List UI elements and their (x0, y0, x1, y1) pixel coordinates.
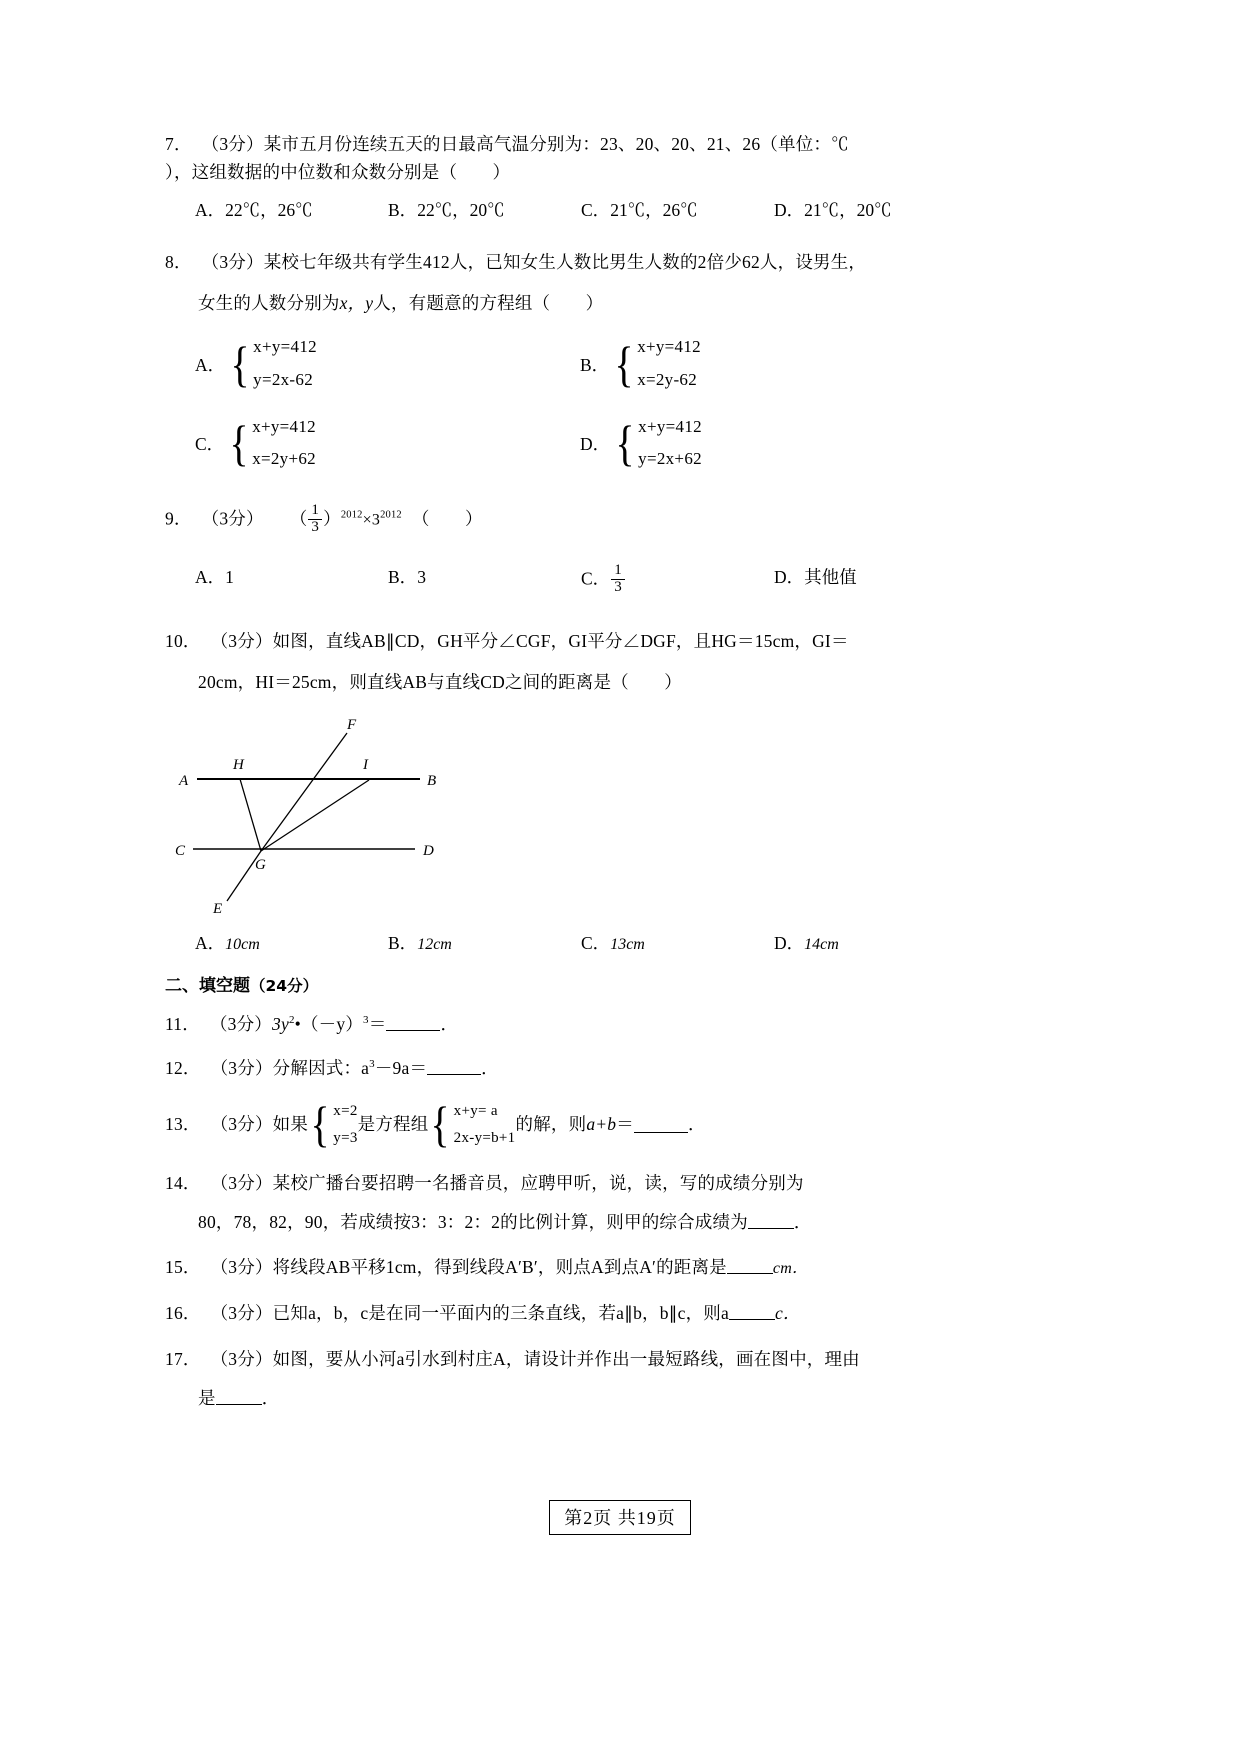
question-8-points: （3分） (201, 251, 264, 272)
page-number: 第2页 共19页 (549, 1500, 691, 1535)
question-13-equals: ＝ (616, 1114, 634, 1135)
question-14-line1 (165, 1169, 965, 1197)
geometry-diagram-svg (165, 711, 625, 926)
times-three: ×3 (362, 511, 381, 529)
question-15-points: （3分） (210, 1257, 273, 1278)
question-12 (165, 1054, 965, 1082)
question-9-options (165, 564, 965, 597)
question-7 (165, 130, 965, 222)
expr-open-paren: （ (289, 508, 308, 529)
fraction-numerator: 1 (614, 562, 622, 579)
question-13-number: 13． (165, 1114, 201, 1135)
label-a: A (179, 772, 189, 789)
question-10 (165, 627, 965, 955)
question-9-points: （3分） (201, 508, 264, 529)
option-c[interactable] (581, 197, 774, 222)
question-7-points: （3分） (201, 134, 264, 154)
option-a-text: 22℃，26℃ (225, 199, 313, 220)
question-17-line1 (165, 1345, 965, 1373)
question-12-number: 12． (165, 1057, 201, 1078)
expr-close-paren: ） (323, 508, 341, 529)
option-d-label: D． (774, 932, 805, 953)
question-13-variable: a+b (586, 1114, 617, 1135)
option-d-text: 其他值 (804, 567, 857, 588)
option-c[interactable] (581, 930, 774, 955)
question-16-text-a: 已知a，b，c是在同一平面内的三条直线，若a∥b，b∥c，则a (272, 1303, 729, 1324)
exponent-1: 2012 (340, 509, 363, 521)
option-a-text: 1 (225, 567, 234, 588)
label-b: B (427, 772, 437, 789)
question-15-number: 15． (165, 1257, 201, 1278)
question-13 (165, 1098, 965, 1151)
question-17 (165, 1345, 965, 1413)
question-14 (165, 1169, 965, 1237)
option-c-eq1: x+y=412 (252, 416, 316, 436)
question-8-text-line2a: 女生的人数分别为 (198, 293, 340, 314)
option-d-eq1: x+y=412 (638, 416, 702, 436)
question-13-post: 的解，则 (515, 1114, 587, 1135)
page-content (165, 130, 965, 1416)
question-7-options (165, 197, 965, 222)
question-14-text-line2: 80，78，82，90，若成绩按3：3：2：2的比例计算，则甲的综合成绩为 (198, 1212, 748, 1233)
option-c-text: 21℃，26℃ (610, 199, 698, 220)
option-a[interactable] (195, 930, 388, 955)
option-c[interactable] (195, 411, 580, 476)
option-d[interactable] (580, 411, 965, 476)
question-8-text-line2b: 人，有题意的方程组（ ） (373, 293, 604, 314)
fraction-denominator: 3 (308, 519, 322, 536)
option-d-label: D． (774, 199, 805, 220)
question-16 (165, 1299, 965, 1327)
option-a[interactable] (195, 564, 388, 597)
option-b-label: B． (580, 354, 610, 375)
question-12-period: ． (481, 1057, 499, 1078)
question-12-points: （3分） (210, 1057, 273, 1078)
geometry-figure (165, 711, 965, 926)
option-d-label: D． (580, 433, 611, 454)
question-12-sup-a: 3 (369, 1058, 375, 1071)
section-fill-in-blank-header (165, 971, 965, 996)
option-b-label: B． (388, 199, 418, 220)
question-13-points: （3分） (210, 1114, 273, 1135)
question-15-text-b: cm． (772, 1260, 809, 1278)
option-d-text: 21℃，20℃ (804, 199, 892, 220)
label-h: H (233, 756, 244, 773)
question-14-line2 (165, 1208, 965, 1236)
question-7-text-line2: ），这组数据的中位数和众数分别是（ ） (165, 162, 511, 183)
question-8 (165, 248, 965, 476)
equation-system-c (227, 411, 316, 476)
question-14-points: （3分） (210, 1172, 273, 1193)
question-7-line1 (165, 130, 965, 158)
option-b[interactable] (388, 930, 581, 955)
question-7-text-line1: 某市五月份连续五天的日最高气温分别为：23、20、20、21、26（单位：℃ (263, 134, 849, 154)
question-12-expr-b: －9a＝ (374, 1057, 428, 1078)
section-points: （24分） (250, 976, 319, 995)
option-c-eq2: x=2y+62 (252, 449, 316, 469)
equation-system-d (613, 411, 702, 476)
question-11-expr-b: •（－y） (294, 1013, 364, 1034)
question-8-line1 (165, 248, 965, 276)
segment-hg (240, 779, 261, 851)
section-title: 二、填空题 (165, 975, 250, 996)
label-i: I (363, 756, 368, 773)
ray-gf (261, 733, 347, 851)
question-16-points: （3分） (210, 1303, 273, 1324)
question-11-number: 11． (165, 1013, 200, 1034)
question-17-text-line2a: 是 (198, 1388, 216, 1409)
option-c-text: 13cm (610, 935, 645, 953)
left-brace-icon: { (614, 335, 634, 392)
question-11-points: （3分） (209, 1013, 273, 1034)
segment-gi (261, 780, 369, 851)
option-b-text: 3 (417, 567, 426, 588)
equation-system-a (228, 331, 317, 396)
option-b[interactable] (388, 197, 581, 222)
question-11 (165, 1010, 965, 1038)
question-13-period: ． (687, 1114, 706, 1135)
fraction-one-third (308, 503, 322, 536)
question-14-period: ． (793, 1212, 812, 1233)
question-15 (165, 1253, 965, 1282)
answer-blank[interactable] (427, 1059, 481, 1075)
option-c-label: C． (195, 433, 225, 454)
option-b[interactable] (580, 331, 965, 396)
option-c-label: C． (581, 932, 611, 953)
option-d-eq2: y=2x+62 (638, 449, 702, 469)
option-b-label: B． (388, 932, 418, 953)
answer-blank[interactable] (729, 1304, 775, 1320)
question-9-number: 9． (165, 508, 192, 529)
question-8-text-line1: 某校七年级共有学生412人，已知女生人数比男生人数的2倍少62人，设男生， (263, 251, 867, 272)
question-8-options-row1 (165, 331, 965, 396)
left-brace-icon: { (310, 1096, 330, 1152)
question-17-period: ． (261, 1388, 280, 1409)
given-eq1: x=2 (333, 1103, 358, 1120)
option-d[interactable] (774, 197, 892, 222)
question-11-sup-a: 2 (288, 1013, 295, 1026)
question-11-equals: ＝ (368, 1013, 387, 1034)
question-11-expr-a: 3y (272, 1013, 289, 1034)
answer-blank[interactable] (748, 1213, 794, 1229)
given-eq2: y=3 (333, 1129, 358, 1146)
left-brace-icon: { (230, 335, 250, 392)
question-8-number: 8． (165, 251, 192, 272)
fraction-one-third (611, 563, 625, 596)
option-d[interactable] (774, 564, 857, 597)
question-16-text-b: c． (774, 1303, 801, 1324)
question-10-points: （3分） (210, 630, 273, 651)
question-8-options-row2 (165, 411, 965, 476)
option-d-label: D． (774, 567, 805, 588)
option-b-text: 12cm (417, 935, 452, 953)
question-11-period: ． (440, 1013, 459, 1034)
option-c-label: C． (581, 568, 611, 589)
question-8-vars: x，y (339, 293, 374, 314)
question-12-expr-a: 分解因式：a (272, 1057, 370, 1078)
option-a-label: A． (195, 567, 226, 588)
question-13-pre: 如果 (272, 1114, 309, 1135)
option-c-label: C． (581, 199, 611, 220)
question-9 (165, 501, 965, 597)
label-g: G (255, 856, 266, 873)
question-8-line2 (165, 289, 965, 317)
question-7-line2 (165, 158, 965, 186)
equation-system-target (428, 1098, 515, 1151)
option-a-text: 10cm (225, 935, 260, 953)
question-13-mid: 是方程组 (357, 1114, 429, 1135)
question-15-text-a: 将线段AB平移1cm，得到线段A′B′，则点A到点A′的距离是 (272, 1257, 727, 1278)
answer-blank[interactable] (727, 1258, 773, 1274)
label-c: C (175, 842, 186, 859)
option-a[interactable] (195, 331, 580, 396)
question-11-sup-b: 3 (363, 1013, 369, 1026)
question-17-line2 (165, 1384, 965, 1412)
answer-blank[interactable] (634, 1117, 688, 1133)
question-16-number: 16． (165, 1303, 201, 1324)
option-b-eq2: x=2y-62 (637, 370, 698, 389)
option-a-label: A． (195, 932, 226, 953)
question-10-text-line1: 如图，直线AB∥CD，GH平分∠CGF，GI平分∠DGF，且HG＝15cm，GI＝ (272, 630, 849, 651)
label-d: D (423, 842, 434, 859)
question-9-line1 (165, 501, 965, 537)
option-b-eq1: x+y=412 (637, 337, 701, 357)
left-brace-icon: { (615, 414, 635, 471)
label-f: F (347, 716, 357, 733)
option-c[interactable] (581, 564, 774, 597)
answer-blank[interactable] (216, 1389, 262, 1405)
question-14-number: 14． (165, 1172, 201, 1193)
option-b-label: B． (388, 567, 418, 588)
question-10-line2 (165, 668, 965, 696)
fraction-numerator: 1 (311, 501, 320, 518)
question-10-number: 10． (165, 630, 201, 651)
question-10-line1 (165, 627, 965, 655)
option-d-text: 14cm (804, 935, 839, 953)
question-17-text-line1: 如图，要从小河a引水到村庄A，请设计并作出一最短路线，画在图中，理由 (272, 1348, 860, 1369)
question-17-number: 17． (165, 1348, 201, 1369)
option-a-eq1: x+y=412 (253, 337, 317, 357)
page-footer (0, 1500, 1240, 1535)
equation-system-b (612, 331, 701, 396)
target-eq2: 2x-y=b+1 (453, 1129, 516, 1146)
answer-blank[interactable] (386, 1015, 440, 1031)
left-brace-icon: { (229, 414, 249, 471)
option-a-eq2: y=2x-62 (253, 370, 313, 389)
question-17-points: （3分） (210, 1348, 273, 1369)
option-b[interactable] (388, 564, 581, 597)
equation-system-given (308, 1098, 358, 1151)
question-9-answer-paren: （ ） (411, 508, 483, 529)
exponent-2: 2012 (380, 509, 402, 521)
option-a[interactable] (195, 197, 388, 222)
label-e: E (213, 900, 223, 917)
question-10-options (165, 930, 965, 955)
option-a-label: A． (195, 199, 226, 220)
question-7-number: 7． (165, 134, 192, 154)
question-14-text-line1: 某校广播台要招聘一名播音员，应聘甲听，说，读，写的成绩分别为 (272, 1172, 804, 1193)
fraction-denominator: 3 (611, 579, 625, 596)
option-a-label: A． (195, 354, 226, 375)
option-b-text: 22℃，20℃ (417, 199, 505, 220)
question-10-text-line2: 20cm，HI＝25cm，则直线AB与直线CD之间的距离是（ ） (198, 672, 682, 693)
option-d[interactable] (774, 930, 839, 955)
target-eq1: x+y= a (453, 1103, 498, 1120)
left-brace-icon: { (430, 1096, 451, 1152)
